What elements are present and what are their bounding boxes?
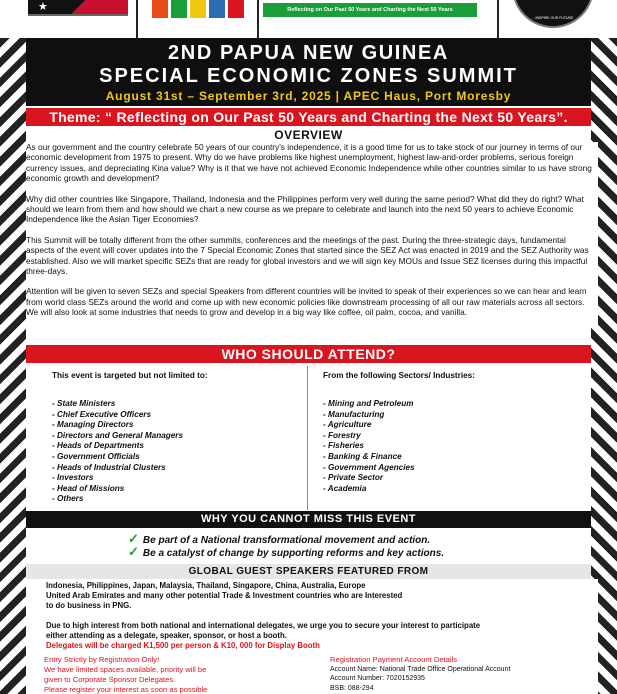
overview-paragraph: Attention will be given to seven SEZs and special Speakers from different countries will be invited to speak of their experiences so we can hear and learn from world class SEZs around the world and come up with new economic policies like downstream processing of all our raw materials across all sectors. We will also look at some industries that needs to grow and develop in a big way like coffee, oil palm, cocoa, and vanilla. xyxy=(26,286,587,318)
list-item: - Government Agencies xyxy=(323,462,415,472)
list-item: - Directors and General Managers xyxy=(52,430,184,440)
event-dates: August 31st – September 3rd, 2025 | APEC Haus, Port Moresby xyxy=(105,89,512,103)
logo-block xyxy=(152,0,168,18)
list-item: - Manufacturing xyxy=(323,409,385,419)
divider xyxy=(497,0,499,38)
list-item: - State Ministers xyxy=(52,399,116,408)
why-list xyxy=(26,529,591,563)
check-icon: ✓ xyxy=(128,531,139,546)
divider xyxy=(136,0,138,38)
list-item: - Fisheries xyxy=(323,441,364,451)
interest-line: either attending as a delegate, speaker, sponsor, or host a booth. xyxy=(46,631,287,641)
slogan-banner: Reflecting on Our Past 50 Years and Charting the Next 50 Years xyxy=(263,3,477,17)
list-item xyxy=(128,544,444,560)
logo-block xyxy=(228,0,244,18)
column-divider xyxy=(307,366,308,510)
entry-line: We have limited spaces available, priority will be xyxy=(44,665,207,674)
title-line-2: SPECIAL ECONOMIC ZONES SUMMIT xyxy=(99,65,518,87)
list-item: - Government Officials xyxy=(52,451,140,461)
list-item: - Banking & Finance xyxy=(323,451,402,461)
list-item: - Managing Directors xyxy=(52,420,134,430)
fees-line: Delegates will be charged K1,500 per person & K10, 000 for Display Booth xyxy=(46,640,320,650)
overview-paragraph: This Summit will be totally different from the other summits, conferences and the meetings of the past. During the three-strategic days, fundamental aspects of the event will cover updates into the 7 Special Economic Zones that started since the SEZ Act was enacted in 2019 and the SEZ Authority was established. Also we will market specific SEZs that are ready for global investors and we will sign key MOUs and Issue SEZ licenses during this impactful three-days. xyxy=(26,234,589,277)
anniversary-seal xyxy=(512,0,594,28)
bank-bsb: BSB: 088-294 xyxy=(330,684,374,692)
check-icon: ✓ xyxy=(128,544,139,559)
entry-notice xyxy=(44,655,314,694)
why-item-text: Be part of a National transformational movement and action. xyxy=(142,535,431,546)
list-item: - Heads of Departments xyxy=(52,441,144,451)
top-strip xyxy=(0,0,617,38)
why-item-text: Be a catalyst of change by supporting reforms and key actions. xyxy=(142,548,445,559)
bank-title: Registration Payment Account Details xyxy=(330,655,458,664)
bank-account-name: Account Name: National Trade Office Operational Account xyxy=(330,665,511,673)
bank-details xyxy=(330,655,590,693)
logo-block xyxy=(209,0,225,18)
theme-banner: Theme: “ Reflecting on Our Past 50 Years and Charting the Next 50 Years”. xyxy=(26,108,591,126)
who-should-attend-heading: WHO SHOULD ATTEND? xyxy=(26,345,591,363)
sectors-intro: From the following Sectors/ Industries: xyxy=(323,371,475,380)
overview-paragraph: Why did other countries like Singapore, Thailand, Indonesia and the Philippines perform very well during the same period? What did they do right? What should we learn from them and how should we chart a new course as we prepare to celebrate and launch into the next 50 years to achieve Economic Independence like the Asian Tiger Economies? xyxy=(26,193,584,225)
speakers-line: to do business in PNG. xyxy=(46,600,132,610)
partner-logo xyxy=(152,0,244,18)
speakers-line: United Arab Emirates and many other potential Trade & Investment countries who are Interested xyxy=(46,590,403,600)
list-item: - Others xyxy=(52,494,84,504)
list-item: - Investors xyxy=(52,473,94,483)
title-block xyxy=(26,38,591,106)
audience-list xyxy=(52,399,296,505)
audience-intro: This event is targeted but not limited to: xyxy=(52,371,208,380)
list-item: - Head of Missions xyxy=(52,483,125,493)
divider xyxy=(257,0,259,38)
list-item: - Mining and Petroleum xyxy=(323,399,414,408)
speakers-heading: GLOBAL GUEST SPEAKERS FEATURED FROM xyxy=(26,564,591,579)
entry-line: given to Corporate Sponsor Delegates. xyxy=(44,675,176,684)
list-item: - Heads of Industrial Clusters xyxy=(52,462,166,472)
title-line-1: 2ND PAPUA NEW GUINEA xyxy=(168,42,449,64)
list-item: - Academia xyxy=(323,483,367,493)
why-heading: WHY YOU CANNOT MISS THIS EVENT xyxy=(26,511,591,528)
overview-paragraph: As our government and the country celebrate 50 years of our country's independence, it is a good time for us to take stock of our journey in terms of our economic development from 1975 to present. Why do we have problems like highest unemployment, highest law-and-order problems, serious foreign currency issues, and depreciating Kina value? Why is it that we have not achieved Economic Independence while other countries similar to us have strong economic growth and development? xyxy=(26,142,592,184)
logo-block xyxy=(171,0,187,18)
star-icon: ★ xyxy=(38,1,48,13)
seal-text: ...INSPIRE OUR FUTURE xyxy=(532,16,574,20)
list-item: - Private Sector xyxy=(323,473,384,483)
overview-heading: OVERVIEW xyxy=(274,128,343,142)
interest-notice xyxy=(46,621,598,650)
list-item: - Forestry xyxy=(323,430,361,440)
png-flag xyxy=(28,0,128,16)
entry-line: Entry Strictly by Registration Only! xyxy=(44,655,160,664)
list-item: - Agriculture xyxy=(323,420,372,430)
logo-block xyxy=(190,0,206,18)
sectors-column xyxy=(309,366,573,510)
left-pattern-border xyxy=(0,38,26,694)
bank-account-number: Account Number: 7020152935 xyxy=(330,675,425,682)
audience-column xyxy=(42,366,306,510)
entry-line: Please register your interest as soon as possible xyxy=(44,685,208,694)
list-item: - Chief Executive Officers xyxy=(52,409,152,419)
speakers-line: Indonesia, Philippines, Japan, Malaysia, Thailand, Singapore, China, Australia, Europe xyxy=(46,581,366,590)
overview-text xyxy=(26,142,598,328)
sectors-list xyxy=(323,399,559,494)
speaker-countries xyxy=(46,581,598,610)
interest-line: Due to high interest from both national and international delegates, we urge you to secure your interest to participate xyxy=(46,621,481,631)
